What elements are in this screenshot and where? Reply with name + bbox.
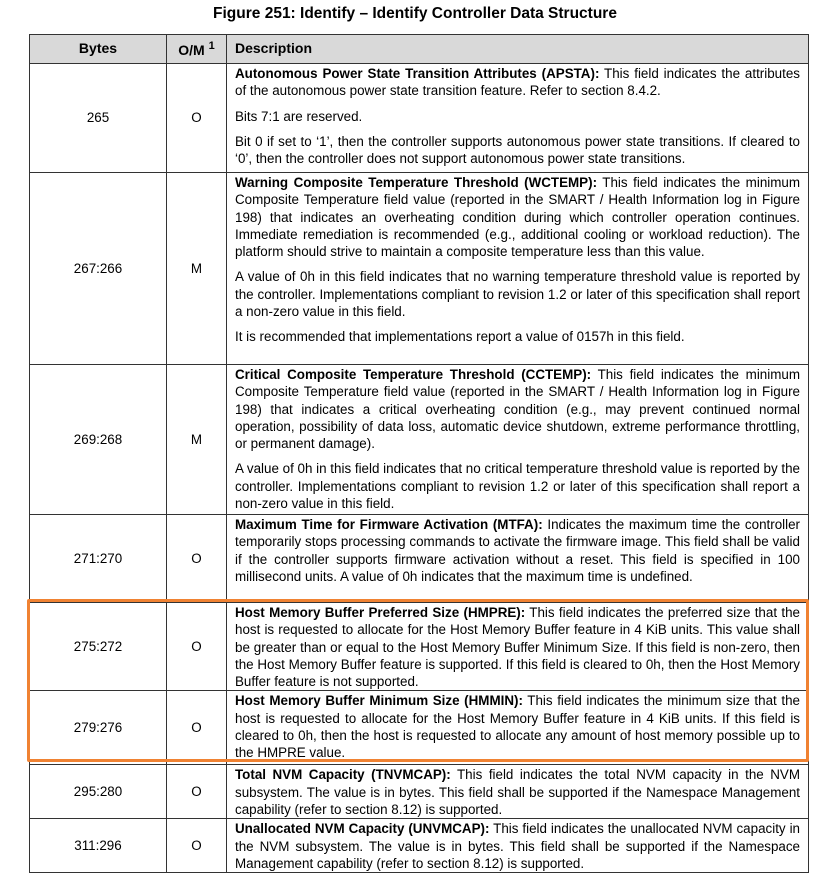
description-text: Bit 0 if set to ‘1’, then the controller supports autonomous power state transitions. If cleared to ‘0’, then the controller does not support autonomous power state transitions. xyxy=(235,133,800,167)
description-text: Indicates the maximum time the controller temporarily stops processing commands to activate the firmware image. This field shall be valid if the controller supports firmware activation without a reset. This field is specified in 100 millisecond units. A value of 0h indicates that the maximum time is undefined. xyxy=(235,517,800,584)
field-name: Host Memory Buffer Minimum Size (HMMIN): xyxy=(235,693,523,709)
description-cell xyxy=(227,691,809,765)
description-paragraph xyxy=(235,328,800,345)
table-row xyxy=(30,603,809,691)
bytes-cell: 267:266 xyxy=(30,173,167,365)
figure-title: Figure 251: Identify – Identify Controller Data Structure xyxy=(213,5,617,22)
description-paragraph xyxy=(235,604,800,690)
table-row xyxy=(30,691,809,765)
identify-controller-table xyxy=(29,34,809,873)
om-cell: O xyxy=(167,603,227,691)
om-cell: O xyxy=(167,515,227,603)
description-text: A value of 0h in this field indicates that no critical temperature threshold value is reported by the controller. Implementations compliant to revision 1.2 or later of this specification shall report a non-zero value in this field. xyxy=(235,461,800,512)
description-text: A value of 0h in this field indicates that no warning temperature threshold value is reported by the controller. Implementations compliant to revision 1.2 or later of this specification shall report a non-zero value in this field. xyxy=(235,269,800,320)
field-name: Total NVM Capacity (TNVMCAP): xyxy=(235,767,451,783)
om-cell: M xyxy=(167,173,227,365)
header-description: Description xyxy=(227,35,809,64)
description-text: This field indicates the minimum Composite Temperature field value (reported in the SMART / Health Information log in Figure 198) that indicates an overheating condition during which controller operation continues. Immediate remediation is recommended (e.g., additional cooling or workload reduction). The platform should strive to maintain a composite temperature less than this value. xyxy=(235,175,800,260)
field-name: Warning Composite Temperature Threshold (WCTEMP): xyxy=(235,175,598,190)
description-paragraph xyxy=(235,820,800,872)
description-paragraph xyxy=(235,133,800,168)
description-paragraph xyxy=(235,65,800,100)
header-om-footnote: 1 xyxy=(208,40,215,53)
description-cell xyxy=(227,819,809,873)
table-header-row xyxy=(30,35,809,64)
field-name: Host Memory Buffer Preferred Size (HMPRE): xyxy=(235,605,526,620)
table-row xyxy=(30,765,809,819)
description-cell xyxy=(227,365,809,515)
bytes-cell: 265 xyxy=(30,64,167,173)
description-paragraph xyxy=(235,366,800,452)
bytes-cell: 275:272 xyxy=(30,603,167,691)
om-cell: O xyxy=(167,765,227,819)
field-name: Maximum Time for Firmware Activation (MTFA): xyxy=(235,517,543,532)
description-cell xyxy=(227,765,809,819)
description-text: This field indicates the minimum Composite Temperature field value (reported in the SMART / Health Information log in Figure 198) that indicates a critical overheating condition (e.g., may prevent continued normal operation, possibility of data loss, automatic device shutdown, extreme performance throttling, or permanent damage). xyxy=(235,367,800,452)
table-row xyxy=(30,515,809,603)
description-paragraph xyxy=(235,460,800,512)
bytes-cell: 279:276 xyxy=(30,691,167,765)
header-om-label: O/M xyxy=(178,42,205,59)
description-paragraph xyxy=(235,268,800,320)
description-cell xyxy=(227,173,809,365)
om-cell: O xyxy=(167,819,227,873)
description-paragraph xyxy=(235,108,800,125)
header-bytes: Bytes xyxy=(30,35,167,64)
bytes-cell: 295:280 xyxy=(30,765,167,819)
header-om xyxy=(167,35,227,64)
description-paragraph xyxy=(235,174,800,260)
field-name: Unallocated NVM Capacity (UNVMCAP): xyxy=(235,821,490,837)
description-paragraph xyxy=(235,692,800,761)
description-text: This field indicates the total NVM capacity in the NVM subsystem. The value is in bytes. This field shall be supported if the Namespace Management capability (refer to section 8.12) is supported. xyxy=(235,767,800,818)
description-paragraph xyxy=(235,516,800,585)
table-row xyxy=(30,173,809,365)
description-cell xyxy=(227,64,809,173)
table-row xyxy=(30,64,809,173)
om-cell: O xyxy=(167,64,227,173)
field-name: Autonomous Power State Transition Attributes (APSTA): xyxy=(235,66,600,81)
description-cell xyxy=(227,515,809,603)
bytes-cell: 271:270 xyxy=(30,515,167,603)
table-row xyxy=(30,819,809,873)
bytes-cell: 269:268 xyxy=(30,365,167,515)
description-text: It is recommended that implementations report a value of 0157h in this field. xyxy=(235,329,685,345)
description-text: Bits 7:1 are reserved. xyxy=(235,108,363,124)
description-text: This field indicates the preferred size that the host is requested to allocate for the Host Memory Buffer feature in 4 KiB units. This value shall be greater than or equal to the Host Memory Buffer Minimum Size. If this field is non-zero, then the Host Memory Buffer feature is supported. If this field is cleared to 0h, then the Host Memory Buffer feature is not supported. xyxy=(235,605,800,690)
description-cell xyxy=(227,603,809,691)
description-text: This field indicates the attributes of the autonomous power state transition feature. Refer to section 8.4.2. xyxy=(235,66,800,99)
description-text: This field indicates the minimum size that the host is requested to allocate for the Host Memory Buffer feature in 4 KiB units. If this field is cleared to 0h, then the host is requested to allocate any amount of host memory possible up to the HMPRE value. xyxy=(235,693,800,761)
om-cell: M xyxy=(167,365,227,515)
table-row xyxy=(30,365,809,515)
description-paragraph xyxy=(235,766,800,818)
bytes-cell: 311:296 xyxy=(30,819,167,873)
field-name: Critical Composite Temperature Threshold (CCTEMP): xyxy=(235,367,592,382)
om-cell: O xyxy=(167,691,227,765)
description-text: This field indicates the unallocated NVM capacity in the NVM subsystem. The value is in bytes. This field shall be supported if the Namespace Management capability (refer to section 8.12) is supported. xyxy=(235,821,800,871)
